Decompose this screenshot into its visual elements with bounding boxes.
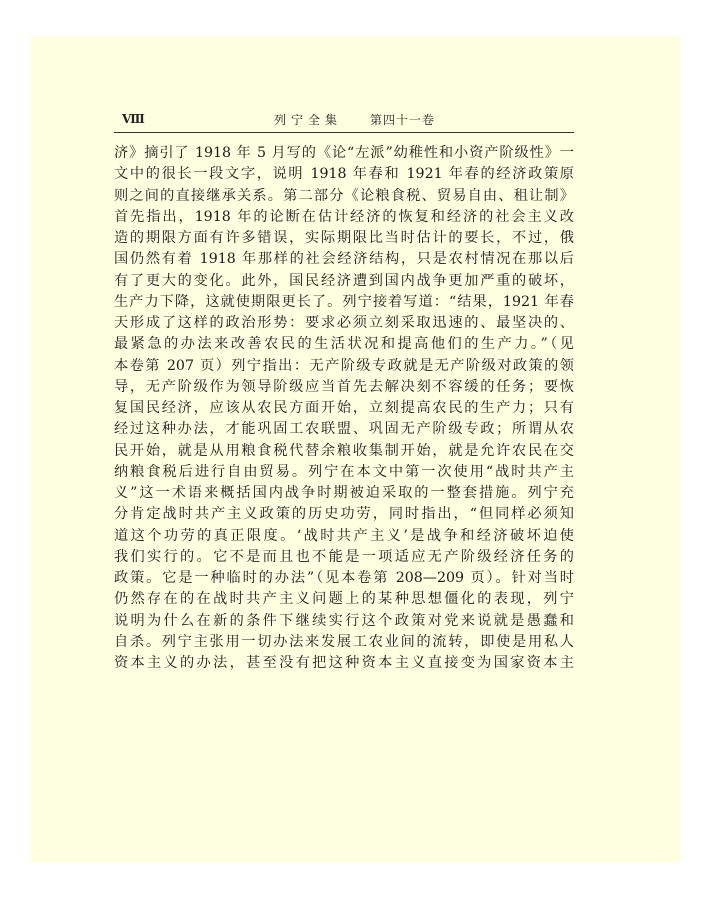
text-line: 本卷第 207 页）列宁指出：无产阶级专政就是无产阶级对政策的领 bbox=[114, 357, 574, 374]
text-line: 天形成了这样的政治形势：要求必须立刻采取迅速的、最坚决的、 bbox=[114, 315, 574, 331]
running-title: 列宁全集 bbox=[274, 113, 343, 127]
text-line: 自杀。列宁主张用一切办法来发展工农业间的流转，即使是用私人 bbox=[114, 633, 574, 650]
volume-label: 第四十一卷 bbox=[370, 113, 436, 127]
text-line: 政策。它是一种临时的办法”（见本卷第 208—209 页）。针对当时 bbox=[114, 570, 574, 586]
text-line: 生产力下降，这就使期限更长了。列宁接着写道：“结果，1921 年春 bbox=[114, 293, 574, 310]
text-line: 最紧急的办法来改善农民的生活状况和提高他们的生产力。”（见 bbox=[114, 336, 574, 353]
text-line: 民开始，就是从用粮食税代替余粮收集制开始，就是允许农民在交 bbox=[114, 442, 574, 459]
page-number: Ⅷ bbox=[122, 112, 145, 126]
text-line: 说明为什么在新的条件下继续实行这个政策对党来说就是愚蠢和 bbox=[114, 612, 574, 629]
page-header bbox=[114, 110, 574, 133]
text-line: 首先指出，1918 年的论断在估计经济的恢复和经济的社会主义改 bbox=[114, 208, 574, 225]
text-line: 我们实行的。它不是而且也不能是一项适应无产阶级经济任务的 bbox=[114, 548, 574, 565]
text-line: 国仍然有着 1918 年那样的社会经济结构，只是农村情况在那以后 bbox=[114, 251, 574, 268]
text-line: 道这个功劳的真正限度。‘战时共产主义’是战争和经济破坏迫使 bbox=[114, 527, 574, 544]
text-line: 义”这一术语来概括国内战争时期被迫采取的一整套措施。列宁充 bbox=[114, 485, 574, 501]
text-line: 分肯定战时共产主义政策的历史功劳，同时指出，“但同样必须知 bbox=[114, 506, 574, 523]
text-line: 有了更大的变化。此外，国民经济遭到国内战争更加严重的破坏， bbox=[114, 272, 574, 289]
text-line: 仍然存在的在战时共产主义问题上的某种思想僵化的表现，列宁 bbox=[114, 591, 574, 608]
text-line: 导，无产阶级作为领导阶级应当首先去解决刻不容缓的任务；要恢 bbox=[114, 378, 574, 395]
text-line: 资本主义的办法，甚至没有把这种资本主义直接变为国家资本主 bbox=[114, 655, 574, 671]
text-line: 纳粮食税后进行自由贸易。列宁在本文中第一次使用“战时共产主 bbox=[114, 463, 574, 480]
text-line: 复国民经济，应该从农民方面开始，立刻提高农民的生产力；只有 bbox=[114, 400, 574, 416]
text-line: 文中的很长一段文字，说明 1918 年春和 1921 年春的经济政策原 bbox=[114, 166, 574, 183]
text-line: 济》摘引了 1918 年 5 月写的《论“左派”幼稚性和小资产阶级性》一 bbox=[114, 145, 574, 161]
body-text bbox=[114, 143, 574, 674]
text-line: 造的期限方面有许多错误，实际期限比当时估计的要长，不过，俄 bbox=[114, 230, 574, 246]
text-line: 则之间的直接继承关系。第二部分《论粮食税、贸易自由、租让制》 bbox=[114, 187, 574, 204]
text-line: 经过这种办法，才能巩固工农联盟、巩固无产阶级专政；所谓从农 bbox=[114, 421, 574, 438]
